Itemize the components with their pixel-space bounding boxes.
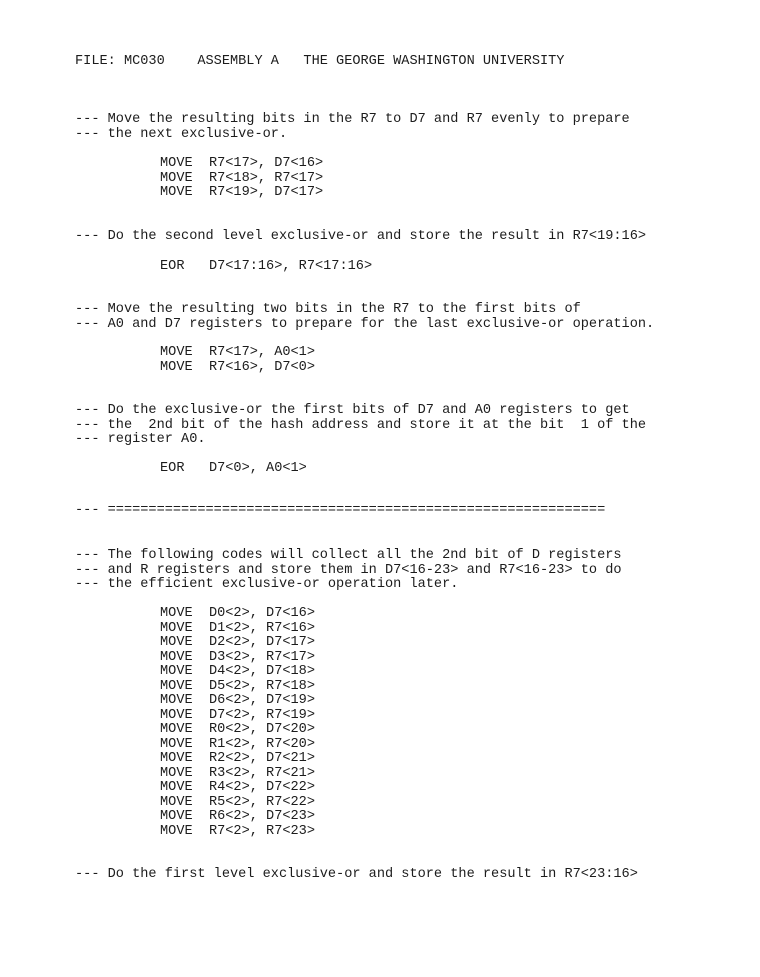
- code-line: MOVE R7<17>, D7<16>: [160, 156, 324, 171]
- comment-line: --- The following codes will collect all the 2nd bit of D registers: [75, 548, 622, 563]
- file-header: FILE: MC030 ASSEMBLY A THE GEORGE WASHINGTON UNIVERSITY: [75, 54, 565, 69]
- code-line: MOVE R7<18>, R7<17>: [160, 170, 324, 186]
- comment-line: --- Do the second level exclusive-or and store the result in R7<19:16>: [75, 229, 647, 244]
- comment-line: --- A0 and D7 registers to prepare for the last exclusive-or operation.: [75, 316, 655, 332]
- comment-line: --- and R registers and store them in D7<16-23> and R7<16-23> to do: [75, 562, 622, 578]
- comment-line: --- the next exclusive-or.: [75, 126, 288, 142]
- comment-line: --- Do the first level exclusive-or and store the result in R7<23:16>: [75, 867, 638, 882]
- code-line: MOVE D5<2>, R7<18>: [160, 678, 315, 694]
- code-line: MOVE R3<2>, R7<21>: [160, 765, 315, 781]
- code-line: MOVE D6<2>, D7<19>: [160, 693, 315, 708]
- comment-line: --- register A0.: [75, 432, 206, 447]
- code-line: MOVE R4<2>, D7<22>: [160, 780, 315, 795]
- code-line: EOR D7<0>, A0<1>: [160, 461, 307, 476]
- code-line: MOVE D3<2>, R7<17>: [160, 649, 315, 665]
- code-line: MOVE D1<2>, R7<16>: [160, 620, 315, 636]
- code-line: MOVE R2<2>, D7<21>: [160, 751, 315, 766]
- code-line: MOVE R0<2>, D7<20>: [160, 722, 315, 737]
- code-line: MOVE R7<16>, D7<0>: [160, 359, 315, 375]
- code-line: MOVE R7<19>, D7<17>: [160, 185, 324, 200]
- code-line: MOVE R5<2>, R7<22>: [160, 794, 315, 810]
- code-line: MOVE D7<2>, R7<19>: [160, 707, 315, 723]
- comment-line: --- Move the resulting bits in the R7 to D7 and R7 evenly to prepare: [75, 112, 630, 127]
- comment-line: --- the efficient exclusive-or operation later.: [75, 577, 459, 592]
- code-line: MOVE D2<2>, D7<17>: [160, 635, 315, 650]
- comment-line: --- Move the resulting two bits in the R7 to the first bits of: [75, 302, 581, 317]
- code-line: EOR D7<17:16>, R7<17:16>: [160, 259, 373, 274]
- code-line: MOVE R7<2>, R7<23>: [160, 823, 315, 839]
- separator-rule: --- =============================================================: [75, 503, 606, 518]
- comment-line: --- Do the exclusive-or the first bits of D7 and A0 registers to get: [75, 403, 630, 418]
- comment-line: --- the 2nd bit of the hash address and store it at the bit 1 of the: [75, 417, 647, 433]
- code-line: MOVE D0<2>, D7<16>: [160, 606, 315, 621]
- code-line: MOVE D4<2>, D7<18>: [160, 664, 315, 679]
- code-line: MOVE R7<17>, A0<1>: [160, 345, 315, 360]
- code-line: MOVE R6<2>, D7<23>: [160, 809, 315, 824]
- code-line: MOVE R1<2>, R7<20>: [160, 736, 315, 752]
